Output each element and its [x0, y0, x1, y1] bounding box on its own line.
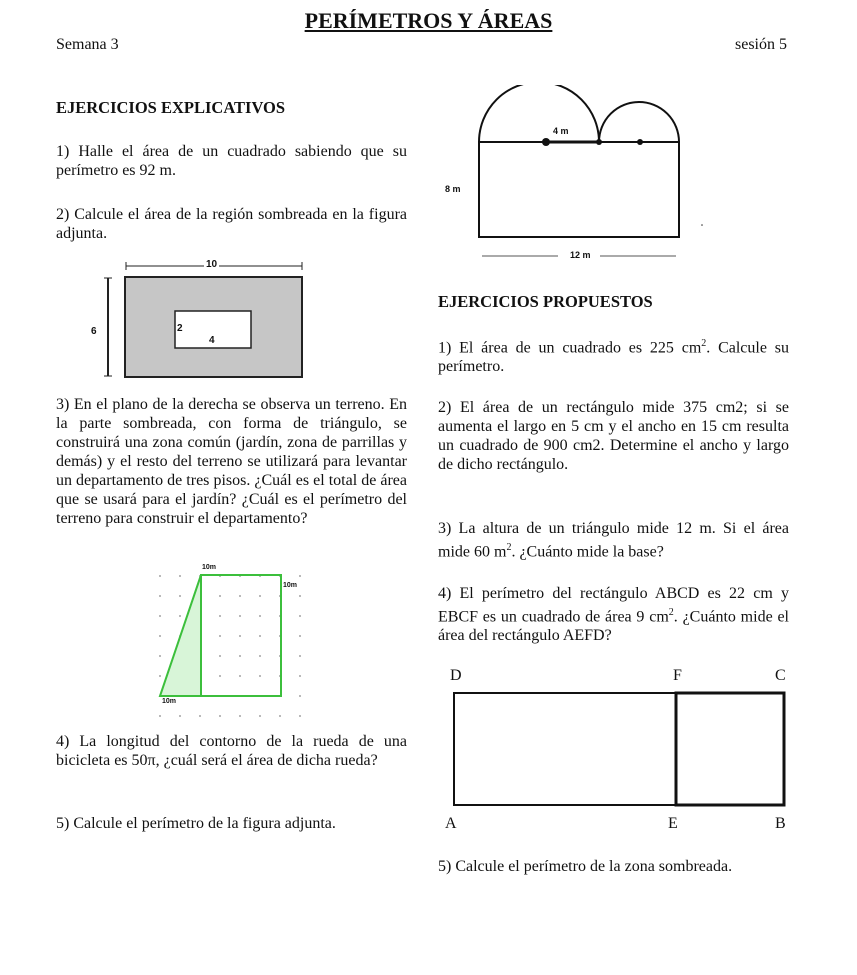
height-label: 8 m — [445, 184, 461, 194]
exercise-2: 2) Calcule el área de la región sombreada en la figura adjunta. — [56, 206, 407, 242]
fig2-top-label: 10 — [206, 259, 218, 270]
fig3-top-label: 10m — [202, 564, 217, 571]
corner-A: A — [445, 815, 457, 832]
corner-F: F — [673, 667, 682, 684]
page-title: PERÍMETROS Y ÁREAS — [304, 8, 553, 33]
semicircle-label: 4 m — [553, 126, 569, 136]
proposed-1: 1) El área de un cuadrado es 225 $cm^2$. Calcule su perímetro. — [438, 338, 789, 376]
section-title-propuestos: EJERCICIOS PROPUESTOS — [438, 292, 653, 311]
exercise-5: 5) Calcule el perímetro de la figura adjunta. — [56, 815, 336, 832]
proposed-2: 2) El área de un rectángulo mide 375 cm2; si se aumenta el largo en 5 cm y el ancho en 15 cm resulta un cuadrado de 900 cm2. Determine el ancho y largo de dicho rectángulo. — [438, 399, 789, 473]
proposed-4: 4) El perímetro del rectángulo ABCD es 22 cm y EBCF es un cuadrado de área 9 $cm^2$. ¿Cuánto mide el área del rectángulo AEFD? — [438, 585, 790, 645]
fig2-inner-height-label: 2 — [177, 323, 183, 334]
session-label: sesión 5 — [735, 36, 787, 53]
rectangle-abcd-figure — [448, 690, 788, 812]
exercise-4: 4) La longitud del contorno de la rueda de una bicicleta es 50π, ¿cuál será el área de dicha rueda? — [56, 733, 407, 769]
corner-B: B — [775, 815, 786, 832]
fig3-right-label: 10m — [283, 582, 298, 589]
corner-E: E — [668, 815, 678, 832]
shaded-rectangle-figure — [96, 256, 316, 382]
fig3-bottom-label: 10m — [162, 698, 177, 705]
fig2-inner-width-label: 4 — [209, 335, 215, 346]
week-label: Semana 3 — [56, 36, 119, 53]
proposed-3: 3) La altura de un triángulo mide 12 m. Si el área mide 60 $m^2$. ¿Cuánto mide la base? — [438, 520, 789, 561]
semicircles-rectangle-figure — [440, 85, 720, 265]
exercise-1: 1) Halle el área de un cuadrado sabiendo que su perímetro es 92 m. — [56, 143, 407, 179]
corner-D: D — [450, 667, 462, 684]
base-label: 12 m — [570, 250, 591, 260]
exercise-3: 3) En el plano de la derecha se observa un terreno. En la parte sombreada, con forma de triángulo, se construirá una zona común (jardín, zona de parrillas y demás) y el resto del terreno se utilizará para levantar un departamento de tres pisos. ¿Cuál es el total de área que se usará para el jardín? ¿Cuál es el perímetro del terreno para construir el departamento? — [56, 396, 407, 527]
section-title-explicativos: EJERCICIOS EXPLICATIVOS — [56, 98, 286, 117]
corner-C: C — [775, 667, 786, 684]
fig2-side-label: 6 — [91, 326, 97, 337]
proposed-5: 5) Calcule el perímetro de la zona sombreada. — [438, 858, 733, 875]
